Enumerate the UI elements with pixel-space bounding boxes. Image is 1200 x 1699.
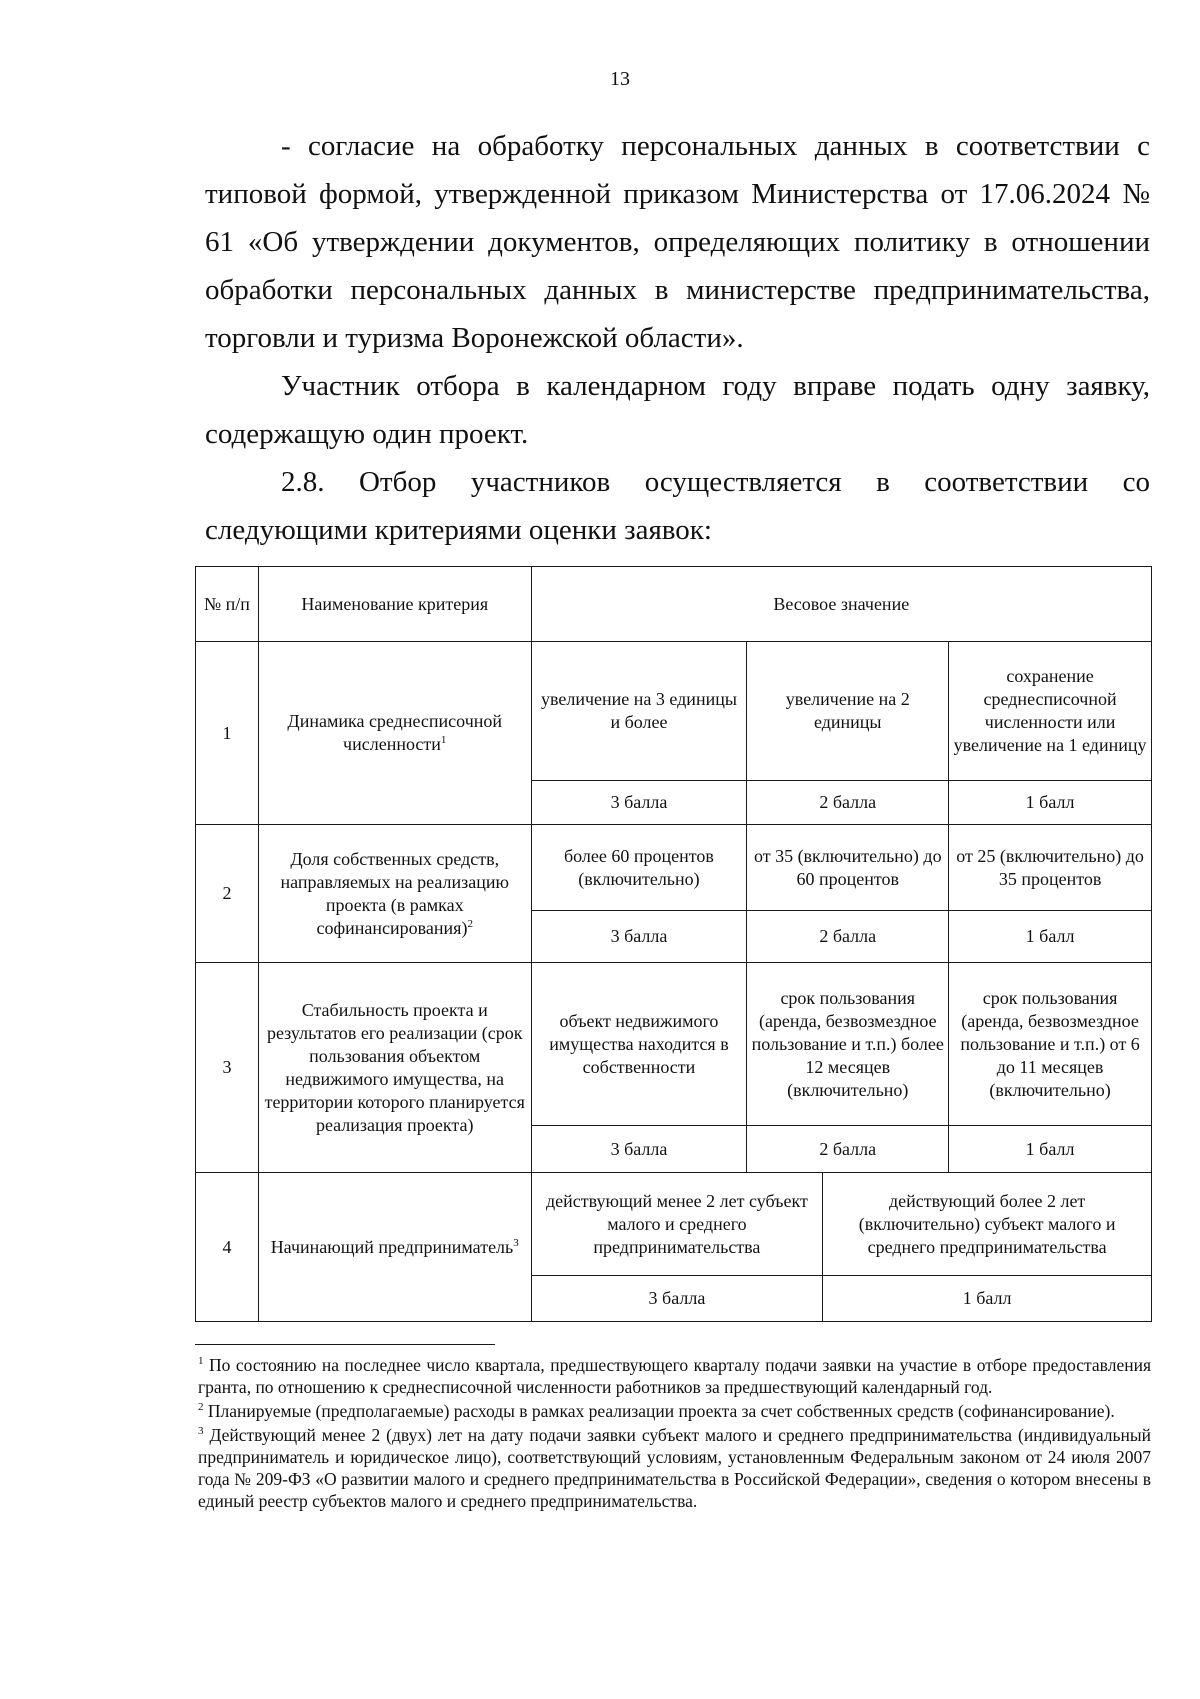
criterion-name	[258, 642, 531, 825]
footnote-ref: 1	[440, 734, 447, 746]
page-number: 13	[610, 68, 630, 90]
option-cell: увеличение на 3 единицы и более	[531, 642, 747, 781]
criterion-name-text: Доля собственных средств, направляемых на реализацию проекта (в рамках софинансирования)	[280, 848, 509, 938]
score-cell: 1 балл	[949, 781, 1152, 825]
score-cell: 3 балла	[531, 911, 747, 963]
option-cell: объект недвижимого имущества находится в собственности	[531, 963, 747, 1126]
footnote	[198, 1354, 1151, 1398]
footnote-mark: 3	[198, 1425, 204, 1438]
criterion-name	[258, 1173, 531, 1322]
option-cell: сохранение среднесписочной численности или увеличение на 1 единицу	[949, 642, 1152, 781]
header-num: № п/п	[196, 567, 259, 642]
score-cell: 3 балла	[531, 1276, 823, 1322]
footnote-text: По состоянию на последнее число квартала, предшествующего кварталу подачи заявки на участие в отборе предоставления гранта, по отношению к среднесписочной численности работников за предшествующий календарный год.	[198, 1355, 1151, 1397]
footnote-mark: 1	[198, 1355, 204, 1368]
table-row	[196, 963, 1152, 1126]
criteria-table	[195, 566, 1152, 1322]
footnote-ref: 2	[467, 917, 473, 930]
score-cell: 3 балла	[531, 781, 747, 825]
table-header-row	[196, 567, 1152, 642]
option-cell: срок пользования (аренда, безвозмездное пользование и т.п.) от 6 до 11 месяцев (включительно)	[949, 963, 1152, 1126]
option-cell: от 35 (включительно) до 60 процентов	[747, 825, 949, 911]
criterion-name: Стабильность проекта и результатов его реализации (срок пользования объектом недвижимого имущества, на территории которого планируется реализация проекта)	[258, 963, 531, 1173]
table-row	[196, 1173, 1152, 1276]
paragraph-criteria-intro: 2.8. Отбор участников осуществляется в соответствии со следующими критериями оценки заявок:	[205, 466, 1150, 546]
footnotes	[198, 1354, 1151, 1514]
footnote-ref: 3	[513, 1236, 519, 1249]
criterion-name-text: Начинающий предприниматель	[270, 1236, 514, 1257]
row-num: 4	[196, 1173, 259, 1322]
header-criterion-name: Наименование критерия	[258, 567, 531, 642]
row-num: 1	[196, 642, 259, 825]
footnote-mark: 2	[198, 1401, 204, 1414]
score-cell: 2 балла	[747, 911, 949, 963]
option-cell: увеличение на 2 единицы	[747, 642, 949, 781]
paragraph-one-application: Участник отбора в календарном году вправе подать одну заявку, содержащую один проект.	[205, 370, 1150, 450]
option-cell: действующий менее 2 лет субъект малого и среднего предпринимательства	[531, 1173, 823, 1276]
option-cell: действующий более 2 лет (включительно) субъект малого и среднего предпринимательства	[823, 1173, 1152, 1276]
option-cell: срок пользования (аренда, безвозмездное пользование и т.п.) более 12 месяцев (включительно)	[747, 963, 949, 1126]
table-row	[196, 642, 1152, 781]
score-cell: 1 балл	[949, 1126, 1152, 1173]
paragraph-consent: - согласие на обработку персональных данных в соответствии с типовой формой, утвержденной приказом Министерства от 17.06.2024 № 61 «Об утверждении документов, определяющих политику в отношении обработки персональных данных в министерстве предпринимательства, торговли и туризма Воронежской области».	[205, 130, 1150, 354]
score-cell: 1 балл	[823, 1276, 1152, 1322]
footnote	[198, 1424, 1151, 1512]
footnote	[198, 1400, 1151, 1422]
criterion-name-text: Динамика среднесписочной численности	[287, 711, 503, 754]
option-cell: от 25 (включительно) до 35 процентов	[949, 825, 1152, 911]
footnote-text: Планируемые (предполагаемые) расходы в рамках реализации проекта за счет собственных средств (софинансирование).	[207, 1401, 1115, 1421]
header-weight: Весовое значение	[531, 567, 1151, 642]
footnote-separator	[195, 1344, 495, 1345]
score-cell: 3 балла	[531, 1126, 747, 1173]
row-num: 2	[196, 825, 259, 963]
score-cell: 1 балл	[949, 911, 1152, 963]
score-cell: 2 балла	[747, 781, 949, 825]
row-num: 3	[196, 963, 259, 1173]
table-row	[196, 825, 1152, 911]
criterion-name	[258, 825, 531, 963]
score-cell: 2 балла	[747, 1126, 949, 1173]
option-cell: более 60 процентов (включительно)	[531, 825, 747, 911]
footnote-text: Действующий менее 2 (двух) лет на дату подачи заявки субъект малого и среднего предпринимательства (индивидуальный предприниматель и юридическое лицо), соответствующий условиям, установленным Федеральным законом от 24 июля 2007 года № 209-ФЗ «О развитии малого и среднего предпринимательства в Российской Федерации», сведения о котором внесены в единый реестр субъектов малого и среднего предпринимательства.	[198, 1425, 1152, 1511]
